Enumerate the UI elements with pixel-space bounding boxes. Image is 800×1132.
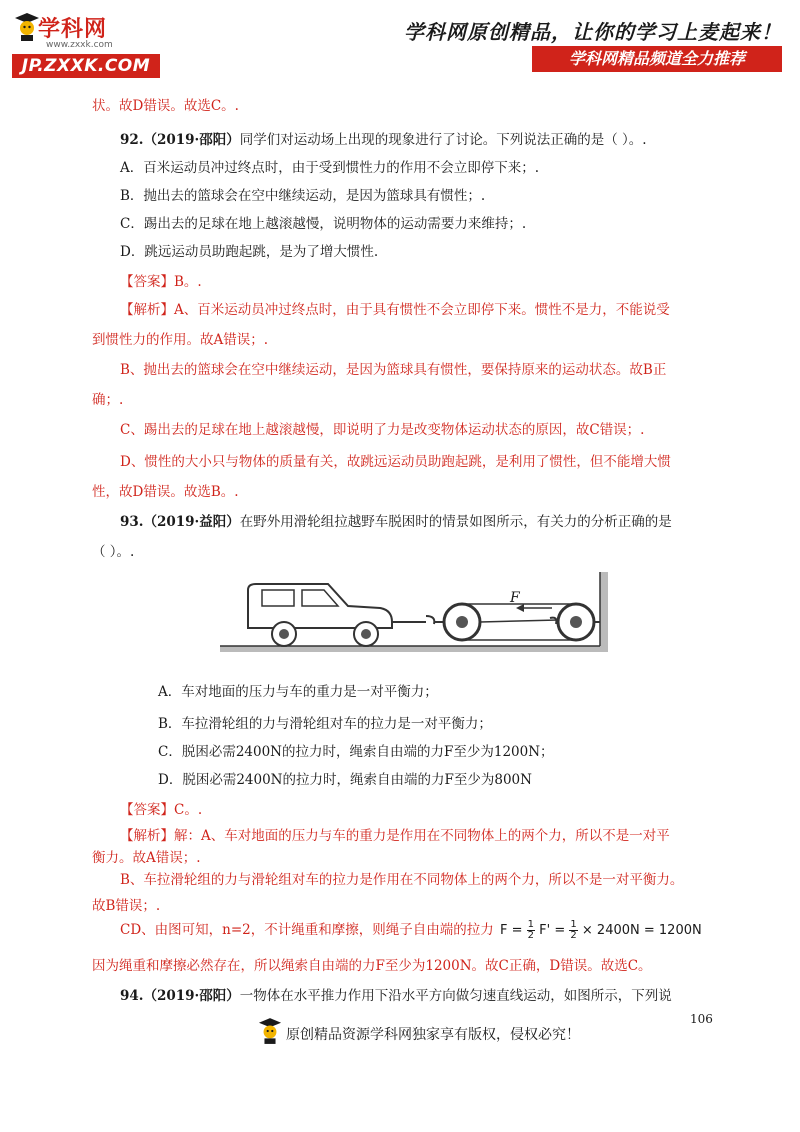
text-line: 【解析】A、百米运动员冲过终点时，由于具有惯性不会立即停下来。惯性不是力，不能说受 [120,302,670,318]
text-line: C．踢出去的足球在地上越滚越慢，说明物体的运动需要力来维持；. [120,216,527,232]
formula-fraction-1: $\frac{1}{2}$ [527,919,535,941]
text-line: B．抛出去的篮球会在空中继续运动，是因为篮球具有惯性；. [120,188,486,204]
text-line: D、惯性的大小只与物体的质量有关，故跳远运动员助跑起跳，是利用了惯性，但不能增大惯 [120,454,671,470]
text-line: B、车拉滑轮组的力与滑轮组对车的拉力是作用在不同物体上的两个力，所以不是一对平衡力。 [120,872,684,888]
scholar-mascot-icon [14,12,40,42]
logo-domain: JP.ZXXK.COM [12,54,160,78]
text-line: 状。故D错误。故选C。. [92,98,239,114]
text-span: 92.（2019·邵阳） [120,132,240,148]
hook [426,616,434,624]
text-line: 【解析】解：A、车对地面的压力与车的重力是作用在不同物体上的两个力，所以不是一对平 [120,828,670,844]
text-line [120,986,672,1006]
text-line [120,512,672,532]
text-line: A．百米运动员冲过终点时，由于受到惯性力的作用不会立即停下来；. [120,160,540,176]
formula-fraction-2: $\frac{1}{2}$ [570,919,577,941]
logo-url: www.zxxk.com [46,40,113,50]
car-window-1 [262,590,294,606]
text-span: 一物体在水平推力作用下沿水平方向做匀速直线运动，如图所示，下列说 [239,988,672,1004]
text-line: C、踢出去的足球在地上越滚越慢，即说明了力是改变物体运动状态的原因，故C错误；. [120,422,645,438]
text-line: 【答案】C。. [120,802,203,818]
text-line: （ ）。. [92,544,135,560]
text-span: 94.（2019·邵阳） [120,988,240,1004]
text-line: D．跳远运动员助跑起跳，是为了增大惯性. [120,244,379,260]
text-span: 93.（2019·益阳） [120,514,240,530]
text-line [120,130,647,150]
text-line: 因为绳重和摩擦必然存在，所以绳索自由端的力F至少为1200N。故C正确，D错误。故选C。 [92,958,652,974]
text-line: D．脱困必需2400N的拉力时，绳索自由端的力F至少为800N [158,772,532,788]
header-channel-banner: 学科网精品频道全力推荐 [532,46,782,72]
formula-lhs: F = [500,923,523,938]
text-line: 确；. [92,392,124,408]
header-slogan: 学科网原创精品，让你的学习上麦起来！ [404,20,782,44]
text-span: 在野外用滑轮组拉越野车脱困时的情景如图所示，有关力的分析正确的是 [239,514,672,530]
page-header [0,0,800,90]
rope-free-end [480,620,558,622]
text-line: 衡力。故A错误；. [92,850,201,866]
scholar-mascot-icon [258,1016,282,1046]
text-line: CD、由图可知，n=2，不计绳重和摩擦，则绳子自由端的拉力 [120,922,494,938]
logo-text: 学科网 [38,17,108,42]
wall [600,572,608,652]
text-line: 性，故D错误。故选B。. [92,484,239,500]
force-label: F [510,590,520,606]
pulley-car-figure [220,572,614,664]
text-line: 到惯性力的作用。故A错误；. [92,332,269,348]
formula-mid: F' = [539,923,566,938]
text-line: B．车拉滑轮组的力与滑轮组对车的拉力是一对平衡力； [158,716,492,732]
formula-rhs: × 2400N = 1200N [581,923,702,938]
page-number: 106 [690,1012,713,1026]
text-line: 故B错误；. [92,898,161,914]
text-line: A．车对地面的压力与车的重力是一对平衡力； [158,684,438,700]
ground [220,646,605,652]
text-line: B、抛出去的篮球会在空中继续运动，是因为篮球具有惯性，要保持原来的运动状态。故B正 [120,362,667,378]
text-span: 同学们对运动场上出现的现象进行了讨论。下列说法正确的是（ ）。. [239,132,647,148]
logo [12,10,162,80]
formula [500,920,702,941]
text-line: 【答案】B。. [120,274,202,290]
text-line: C．脱困必需2400N的拉力时，绳索自由端的力F至少为1200N； [158,744,554,760]
footer-copyright: 原创精品资源学科网独家享有版权，侵权必究！ [286,1027,580,1043]
